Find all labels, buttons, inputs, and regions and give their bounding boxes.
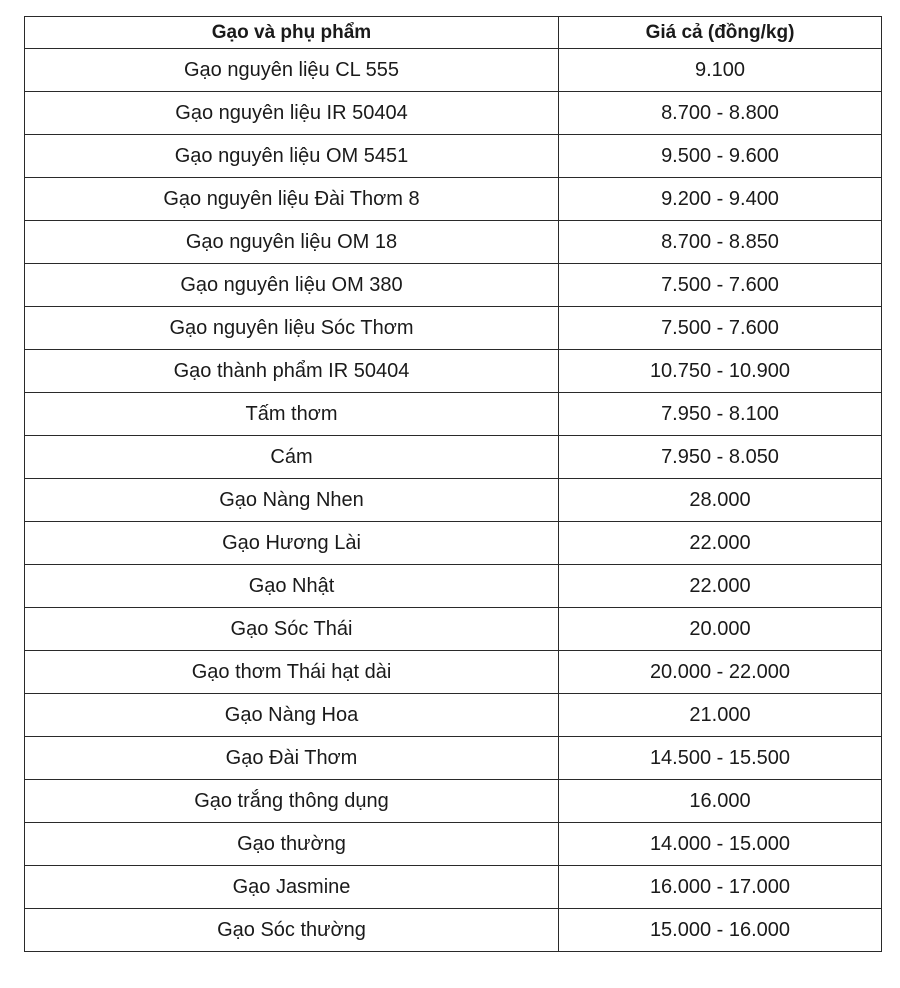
price-cell: 16.000 (559, 780, 882, 823)
price-cell: 21.000 (559, 694, 882, 737)
price-cell: 16.000 - 17.000 (559, 866, 882, 909)
table-row (25, 608, 882, 651)
product-name-cell: Gạo Nhật (25, 565, 559, 608)
table-row (25, 178, 882, 221)
table-row (25, 92, 882, 135)
product-name-cell: Gạo Jasmine (25, 866, 559, 909)
table-row (25, 436, 882, 479)
product-name-cell: Gạo Sóc thường (25, 909, 559, 952)
price-cell: 15.000 - 16.000 (559, 909, 882, 952)
table-row (25, 866, 882, 909)
product-name-cell: Gạo nguyên liệu CL 555 (25, 49, 559, 92)
product-name-cell: Gạo nguyên liệu IR 50404 (25, 92, 559, 135)
column-header-price: Giá cả (đồng/kg) (559, 17, 882, 49)
product-name-cell: Gạo nguyên liệu OM 18 (25, 221, 559, 264)
product-name-cell: Gạo trắng thông dụng (25, 780, 559, 823)
table-body (25, 49, 882, 952)
price-cell: 22.000 (559, 522, 882, 565)
table-row (25, 49, 882, 92)
price-cell: 20.000 (559, 608, 882, 651)
product-name-cell: Gạo Sóc Thái (25, 608, 559, 651)
table-row (25, 651, 882, 694)
product-name-cell: Gạo nguyên liệu Sóc Thơm (25, 307, 559, 350)
product-name-cell: Gạo Nàng Nhen (25, 479, 559, 522)
price-cell: 28.000 (559, 479, 882, 522)
product-name-cell: Cám (25, 436, 559, 479)
price-table-container (24, 16, 881, 952)
table-row (25, 823, 882, 866)
rice-price-table (24, 16, 882, 952)
price-cell: 22.000 (559, 565, 882, 608)
table-row (25, 737, 882, 780)
price-cell: 7.950 - 8.050 (559, 436, 882, 479)
price-cell: 7.950 - 8.100 (559, 393, 882, 436)
product-name-cell: Gạo nguyên liệu OM 380 (25, 264, 559, 307)
product-name-cell: Gạo Đài Thơm (25, 737, 559, 780)
price-cell: 7.500 - 7.600 (559, 307, 882, 350)
product-name-cell: Gạo thơm Thái hạt dài (25, 651, 559, 694)
price-cell: 10.750 - 10.900 (559, 350, 882, 393)
price-cell: 14.000 - 15.000 (559, 823, 882, 866)
price-cell: 9.100 (559, 49, 882, 92)
table-row (25, 221, 882, 264)
price-cell: 9.200 - 9.400 (559, 178, 882, 221)
table-row (25, 522, 882, 565)
price-cell: 9.500 - 9.600 (559, 135, 882, 178)
table-row (25, 135, 882, 178)
price-cell: 8.700 - 8.850 (559, 221, 882, 264)
product-name-cell: Gạo nguyên liệu Đài Thơm 8 (25, 178, 559, 221)
table-row (25, 307, 882, 350)
product-name-cell: Gạo thường (25, 823, 559, 866)
table-row (25, 565, 882, 608)
price-cell: 7.500 - 7.600 (559, 264, 882, 307)
product-name-cell: Gạo thành phẩm IR 50404 (25, 350, 559, 393)
price-cell: 14.500 - 15.500 (559, 737, 882, 780)
table-row (25, 264, 882, 307)
table-row (25, 393, 882, 436)
price-cell: 20.000 - 22.000 (559, 651, 882, 694)
table-row (25, 350, 882, 393)
column-header-product: Gạo và phụ phẩm (25, 17, 559, 49)
product-name-cell: Gạo Hương Lài (25, 522, 559, 565)
table-row (25, 909, 882, 952)
table-header-row (25, 17, 882, 49)
table-row (25, 694, 882, 737)
price-cell: 8.700 - 8.800 (559, 92, 882, 135)
product-name-cell: Tấm thơm (25, 393, 559, 436)
table-row (25, 780, 882, 823)
table-row (25, 479, 882, 522)
product-name-cell: Gạo Nàng Hoa (25, 694, 559, 737)
product-name-cell: Gạo nguyên liệu OM 5451 (25, 135, 559, 178)
